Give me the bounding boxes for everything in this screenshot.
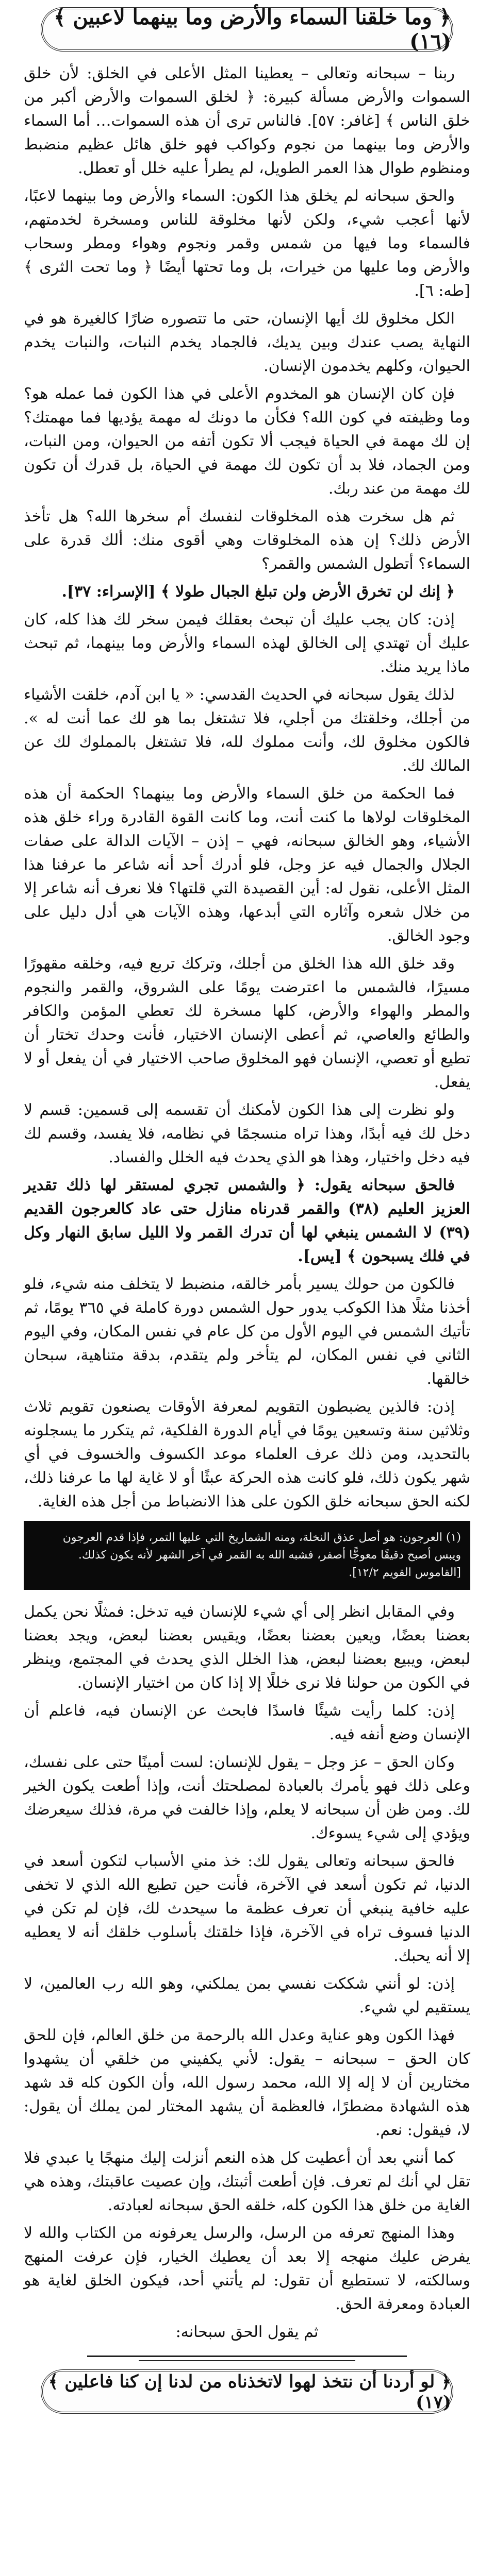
paragraph: وفي المقابل انظر إلى أي شيء للإنسان فيه تدخل: فمثلًا نحن يكمل بعضنا بعضًا، ويعين بعضنا بعضًا، ويقيس بعضنا لبعض، ويجد بعضنا لبعض، ويبيع بعضنا لبعض، هذا الخلل الذي يحدث في المجتمع، وينظر في الكون من حولنا فلا نرى خللًا إلا إذا كان من اختيار الإنسان. <box>24 1603 470 1692</box>
commentary-body <box>24 62 470 1514</box>
ornament-rule <box>87 2355 407 2357</box>
paragraph: فهذا الكون وهو عناية وعدل الله بالرحمة من خلق العالم، فإن للحق كان الحق – سبحانه – يقول: لأني يكفيني من خلقي أن يشهدوا مختارين أن لا إله إلا الله، محمد رسول الله، وأن الكون كله قد شهد هذه الشهادة مضطرًا، فالعظمة أن يشهد المختار لمن يملك أن يقول: لا، فيقول: نعم. <box>24 2026 470 2139</box>
commentary-body-continued <box>24 1600 470 2344</box>
paragraph: فالكون من حولك يسير بأمر خالقه، منضبط لا يتخلف منه شيء، فلو أخذنا مثلًا هذا الكوكب يدور حول الشمس دورة كاملة في ٣٦٥ يومًا، ثم تأتيك الشمس في اليوم الأول من كل عام في نفس المكان، وفي اليوم الثاني في نفس المكان، لم يتأخر ولم يتقدم، بدقة متناهية، سبحان خالقها. <box>24 1275 470 1388</box>
verse-header-banner <box>41 7 453 52</box>
footnote-text: (١) العرجون: هو أصل عذق النخلة، ومنه الشماريخ التي عليها التمر، فإذا قدم العرجون ويبس أصبح دقيقًا معوجًّا أصفر، فشبه الله به القمر في آخر الشهر لأنه يكون كذلك. [القاموس القويم ١٢/٢]. <box>62 1531 461 1579</box>
paragraph: كما أنني بعد أن أعطيت كل هذه النعم أنزلت إليك منهجًا يا عبدي فلا تقل لي أنك لم تعرف. فإن أطعت أثبتك، وإن عصيت عاقبتك، وهذه هي الغاية من خلق هذا الكون كله، خلقه الحق سبحانه لعبادته. <box>24 2149 470 2214</box>
paragraph: الكل مخلوق لك أيها الإنسان، حتى ما تتصوره ضارًا كالغيرة هو في النهاية يصب عندك وبين يديك، فالجماد يخدم النبات، والنبات يخدم الحيوان، وكلهم يخدمون الإنسان. <box>24 310 470 375</box>
paragraph: إذن: كان يجب عليك أن تبحث بعقلك فيمن سخر لك هذا كله، كان عليك أن تهتدي إلى الخالق لهذه السماء والأرض وما بينهما، ثم تبحث ماذا يريد منك. <box>24 611 470 676</box>
verse-footer-banner <box>41 2369 453 2414</box>
paragraph: وهذا المنهج تعرفه من الرسل، والرسل يعرفونه من الكتاب والله لا يفرض عليك منهجه إلا بعد أن يعطيك الخيار، فإن عرفت المنهج وسالكته، لا تستطيع أن تقول: لم يأتني أحد، فيكون الخلق لغاية هو العبادة ومعرفة الحق. <box>24 2224 470 2313</box>
paragraph: فالحق سبحانه وتعالى يقول لك: خذ مني الأسباب لتكون أسعد في الدنيا، ثم تكون أسعد في الآخرة، فأنت حين تطيع الله الذي لا تخفى عليه خافية ينبغي أن تعرف عظمة ما سيحدث لك، فإن لم تكن في الدنيا فسوف تراه في الآخرة، فإذا خلقتك بأسلوب خلقك أنه لا يعطيه إلا أنه يحبك. <box>24 1852 470 1965</box>
quran-verse-block: فالحق سبحانه يقول: ﴿ والشمس تجري لمستقر لها ذلك تقدير العزيز العليم (٣٨) والقمر قدرناه منازل حتى عاد كالعرجون القديم (٣٩) لا الشمس ينبغي لها أن تدرك القمر ولا الليل سابق النهار وكل في فلك يسبحون ﴾ [يس]. <box>24 1176 470 1265</box>
ornament-rule <box>139 2360 355 2361</box>
paragraph: ثم هل سخرت هذه المخلوقات لنفسك أم سخرها الله؟ هل تأخذ الأرض ذلك؟ إن هذه المخلوقات وهي أقوى منك: ألك قدرة على السماء؟ أتطول الشمس والقمر؟ <box>24 507 470 573</box>
verse-footer-text: ﴿ لو أردنا أن نتخذ لهوا لاتخذناه من لدنا إن كنا فاعلين ﴾ (١٧) <box>48 2371 451 2413</box>
footer-ornament <box>24 2355 470 2361</box>
paragraph: لذلك يقول سبحانه في الحديث القدسي: « يا ابن آدم، خلقت الأشياء من أجلك، وخلقتك من أجلي، فلا تشتغل بما هو لك عما أنت له ». فالكون مخلوق لك، وأنت مملوك لله، فلا تشتغل بالمملوك لك عن المالك لك. <box>24 686 470 775</box>
paragraph: إذن: لو أنني شككت نفسي بمن يملكني، وهو الله رب العالمين، لا يستقيم لي شيء. <box>24 1975 470 2016</box>
paragraph: إذن: فالذين يضبطون التقويم لمعرفة الأوقات يصنعون تقويم ثلاث وثلاثين سنة وتسعين يومًا في أيام الدورة الفلكية، ثم يتكرر ما يسجلونه بالتحديد، ومن ذلك عرف العلماء موعد الكسوف والخسوف في أي شهر يكون ذلك، فلو كانت هذه الحركة عبثًا أو لا غاية لها ما عرفنا ذلك، لكنه الحق سبحانه خلق الكون على هذا الانضباط من أجل هذه الغاية. <box>24 1398 470 1511</box>
page <box>0 7 494 2576</box>
paragraph: إذن: كلما رأيت شيئًا فاسدًا فابحث عن الإنسان فيه، فاعلم أن الإنسان وضع أنفه فيه. <box>24 1702 470 1743</box>
paragraph: ربنا – سبحانه وتعالى – يعطينا المثل الأعلى في الخلق: لأن خلق السموات والأرض مسألة كبيرة: ﴿ لخلق السموات والأرض أكبر من خلق الناس ﴾ [غافر: ٥٧]. فالناس ترى أن هذه السموات… أما السماء والأرض وما بينهما من نجوم وكواكب فهو خلق هائل عظيم منضبط ومنظوم طوال هذا العمر الطويل، لم يطرأ عليه خلل أو تعطل. <box>24 64 470 177</box>
paragraph: والحق سبحانه لم يخلق هذا الكون: السماء والأرض وما بينهما لاعبًا، لأنها أعجب شيء، ولكن لأنها مخلوقة للناس ومسخرة لخدمتهم، فالسماء وما فيها من شمس وقمر ونجوم وهواء ومطر وسحاب والأرض وما عليها من خيرات، بل وما تحتها أيضًا ﴿ وما تحت الثرى ﴾ [طه: ٦]. <box>24 187 470 300</box>
footnote-box <box>24 1521 470 1590</box>
paragraph: وكان الحق – عز وجل – يقول للإنسان: لست أمينًا حتى على نفسك، وعلى ذلك فهو يأمرك بالعبادة لمصلحتك أنت، وإذا أطعت يكون الخير لك. ومن ظن أن سبحانه لا يعلم، وإذا خالفت في مرة، فذلك سيعرضك ويؤدي إلى شيء يسوءك. <box>24 1753 470 1842</box>
paragraph: فما الحكمة من خلق السماء والأرض وما بينهما؟ الحكمة أن هذه المخلوقات لولاها ما كنت أنت، وما كانت القوة القادرة وراء خلق هذه الأشياء، وهو الخالق سبحانه، فهي – إذن – الآيات الدالة على صفات الجلال والجمال فيه عز وجل، فلو أدرك أحد أنه شاعر ما عرفنا هذا المثل الأعلى، نقول له: أين القصيدة التي قلتها؟ فلا نعرف أنه شاعر إلا من خلال شعره وآثاره التي أبدعها، وهذه الآيات هي أدل دليل على وجود الخالق. <box>24 785 470 945</box>
paragraph: وقد خلق الله هذا الخلق من أجلك، وتركك تربع فيه، وخلقه مقهورًا مسيرًا، فالشمس ما اعترضت يومًا على الشروق، والقمر والنجوم والمطر والهواء والأرض، كلها مسخرة لك تعطي المؤمن والكافر والطائع والعاصي، ثم أعطى الإنسان الاختيار، فأنت وحدك تختار أن تطيع أو تعصي، الإنسان فهو المخلوق صاحب الاختيار في أن يفعل أو لا يفعل. <box>24 955 470 1091</box>
closing-lead: ثم يقول الحق سبحانه: <box>175 2323 319 2341</box>
paragraph: فإن كان الإنسان هو المخدوم الأعلى في هذا الكون فما عمله هو؟ وما وظيفته في كون الله؟ فكأن ما دونك له مهمة يؤديها فما مهمتك؟ إن لك مهمة في الحياة فيجب ألا تكون أتفه من الحيوان، ومن النبات، ومن الجماد، فلا بد أن تكون لك مهمة في الحياة، بل قدرك أن تكون لك مهمة من عند ربك. <box>24 385 471 498</box>
paragraph: ولو نظرت إلى هذا الكون لأمكنك أن تقسمه إلى قسمين: قسم لا دخل لك فيه أبدًا، وهذا تراه منسجمًا في نظامه، فلا يفسد، وقسم لك فيه دخل واختيار، وهذا هو الذي يحدث فيه الخلل والفساد. <box>24 1101 470 1166</box>
quran-verse-line: ﴿ إنك لن تخرق الأرض ولن تبلغ الجبال طولا ﴾ [الإسراء: ٣٧]. <box>61 583 455 601</box>
verse-header-text: ﴿ وما خلقنا السماء والأرض وما بينهما لاعبين ﴾ (١٦) <box>54 5 451 54</box>
